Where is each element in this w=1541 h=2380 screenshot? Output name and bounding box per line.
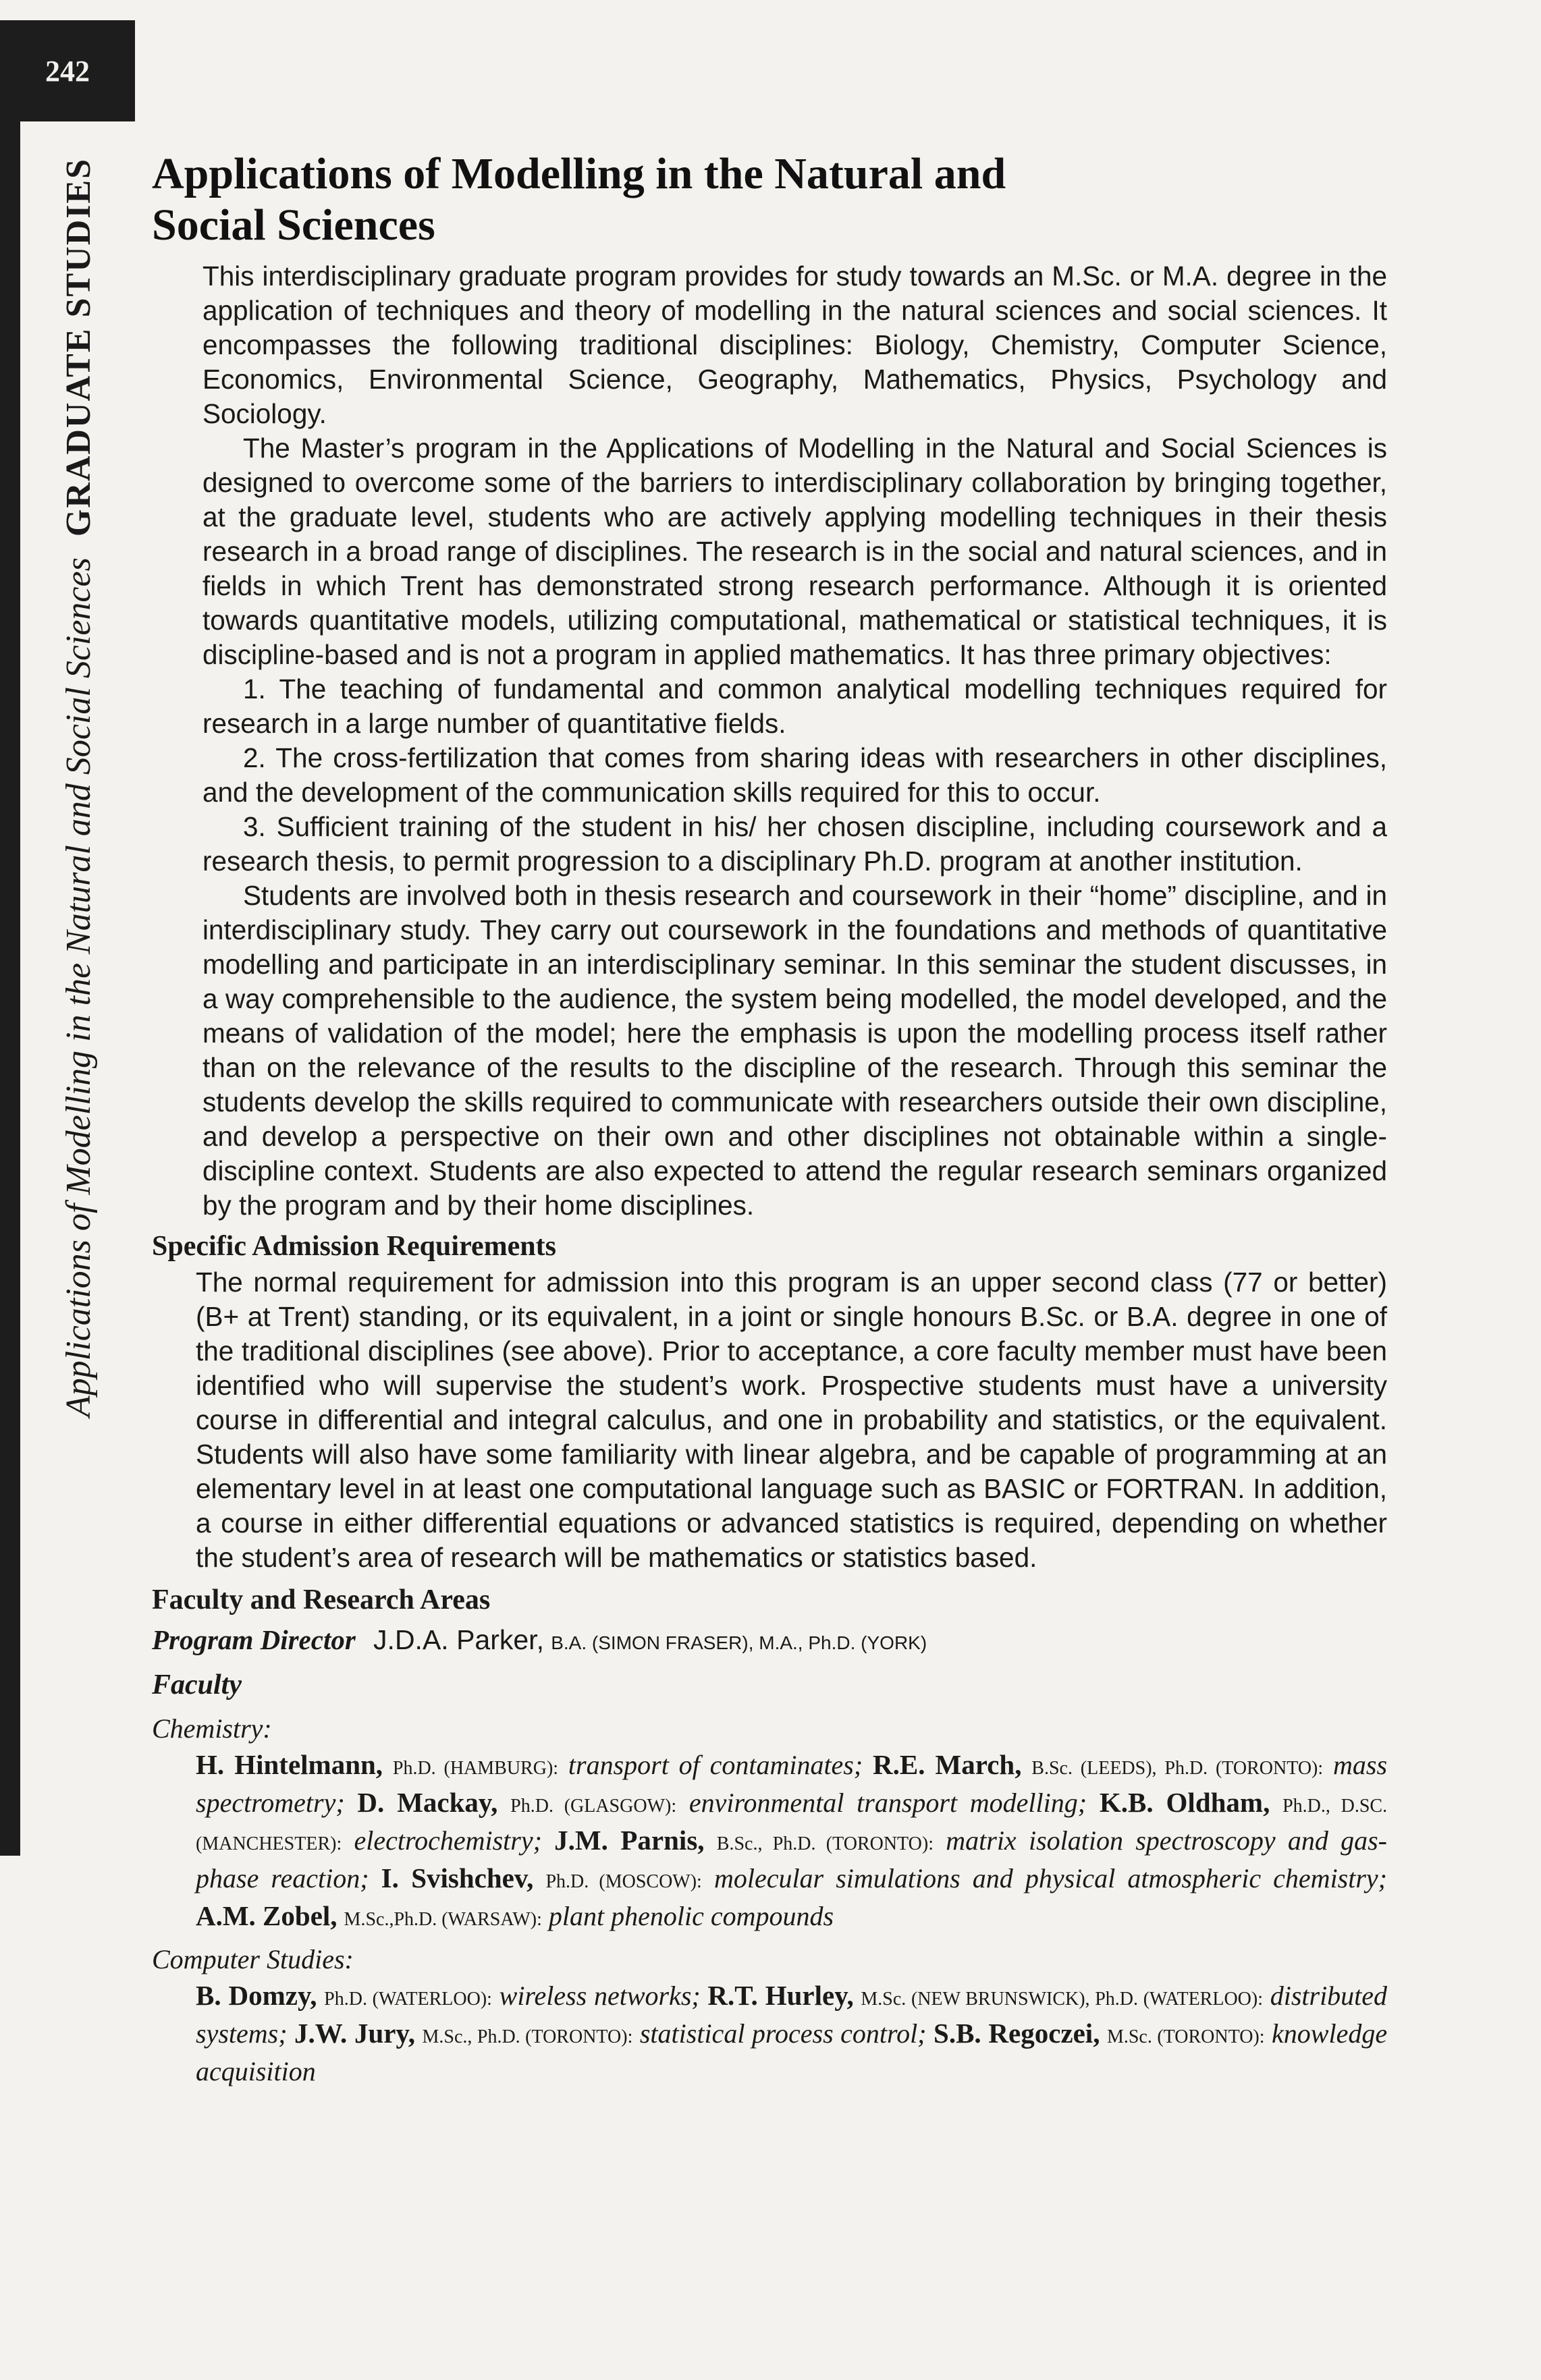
intro-paragraph-2: The Master’s program in the Applications of Modelling in the Natural and Social Sciences is designed to overcome some of the barriers to interdisciplinary collaboration by bringing together, at the graduate level, students who are actively applying modelling techniques in their thesis research in a broad range of disciplines. The research is in the social and natural sciences, and in fields in which Trent has demonstrated strong research performance. Although it is oriented towards quantitative models, utilizing computational, mathematical or statistical techniques, it is discipline-based and is not a program in applied mathematics. It has three primary objectives: — [202, 433, 1387, 670]
program-director — [152, 1619, 1387, 1664]
running-side-title — [49, 148, 109, 1417]
objective-3: 3. Sufficient training of the student in his/ her chosen discipline, including coursework and a research thesis, to permit progression to a disciplinary Ph.D. program at another institution. — [202, 811, 1387, 877]
page-title: Applications of Modelling in the Natural and Social Sciences — [152, 149, 1006, 250]
admission-text: The normal requirement for admission into this program is an upper second class (77 or better) (B+ at Trent) standing, or its equivalent, in a joint or single honours B.Sc. or B.A. degree in one of the traditional disciplines (see above). Prior to acceptance, a core faculty member must have been identified who will supervise the student’s work. Prospective students must have a university course in differential and integral calculus, and one in probability and statistics, or the equivalent. Students will also have some familiarity with linear algebra, and be capable of programming at an elementary level in at least one computational language such as BASIC or FORTRAN. In addition, a course in either differential equations or advanced statistics is required, depending on whether the student’s area of research will be mathematics or statistics based. — [196, 1267, 1387, 1573]
faculty-member: D. Mackay, Ph.D. (GLASGOW): environmental transport modelling; — [357, 1787, 1087, 1818]
intro-section — [202, 259, 1387, 1223]
sidebar-bar — [0, 20, 20, 1856]
faculty-research-heading: Faculty and Research Areas — [152, 1584, 491, 1615]
faculty-member: H. Hintelmann, Ph.D. (HAMBURG): transport of contaminates; — [196, 1749, 863, 1780]
dept-chemistry-label: Chemistry: — [152, 1713, 272, 1744]
objective-2: 2. The cross-fertilization that comes from sharing ideas with researchers in other disciplines, and the development of the communication skills required for this to occur. — [202, 742, 1387, 808]
director-credentials: B.A. (SIMON FRASER), M.A., Ph.D. (YORK) — [551, 1632, 927, 1653]
faculty-member: R.E. March, B.Sc. (LEEDS), Ph.D. (TORONTO): mass spectrometry; — [196, 1749, 1388, 1818]
side-title-book: GRADUATE STUDIES — [59, 157, 98, 537]
faculty-member: A.M. Zobel, M.Sc.,Ph.D. (WARSAW): plant phenolic compounds — [196, 1900, 834, 1931]
intro-paragraph-1: This interdisciplinary graduate program provides for study towards an M.Sc. or M.A. degree in the application of techniques and theory of modelling in the natural sciences and social sciences. It encompasses the following traditional disciplines: Biology, Chemistry, Computer Science, Economics, Environmental Science, Geography, Mathematics, Physics, Psychology and Sociology. — [202, 260, 1387, 429]
page-number: 242 — [45, 54, 90, 88]
page-number-box — [0, 20, 135, 121]
faculty-member: I. Svishchev, Ph.D. (MOSCOW): molecular simulations and physical atmospheric chemistry; — [381, 1862, 1388, 1893]
faculty-member: J.W. Jury, M.Sc., Ph.D. (TORONTO): statistical process control; — [294, 2018, 927, 2049]
objective-1: 1. The teaching of fundamental and common analytical modelling techniques required for research in a large number of quantitative fields. — [202, 673, 1387, 739]
intro-paragraph-3: Students are involved both in thesis research and coursework in their “home” discipline, and in interdisciplinary study. They carry out coursework in the foundations and methods of quantitative modelling and participate in an interdisciplinary seminar. In this seminar the student discusses, in a way comprehensible to the audience, the system being modelled, the model developed, and the means of validation of the model; here the emphasis is upon the modelling process itself rather than on the relevance of the results to the discipline of the research. Through this seminar the students develop the skills required to communicate with researchers outside their own discipline, and develop a perspective on their own and other disciplines not obtainable within a single-discipline context. Students are also expected to attend the regular research seminars organized by the program and by their home disciplines. — [202, 880, 1387, 1221]
chemistry-faculty-list — [196, 1748, 1387, 1937]
faculty-member: K.B. Oldham, Ph.D., D.SC. (MANCHESTER): electrochemistry; — [196, 1787, 1388, 1856]
side-title-section: Applications of Modelling in the Natural and Social Sciences — [59, 557, 98, 1417]
director-label: Program Director — [152, 1624, 356, 1655]
faculty-member: S.B. Regoczei, M.Sc. (TORONTO): knowledge acquisition — [196, 2018, 1388, 2086]
dept-computer-label: Computer Studies: — [152, 1944, 354, 1974]
main-content — [152, 148, 1387, 2088]
faculty-member: J.M. Parnis, B.Sc., Ph.D. (TORONTO): matrix isolation spectroscopy and gas-phase reaction; — [196, 1825, 1387, 1893]
faculty-member: R.T. Hurley, M.Sc. (NEW BRUNSWICK), Ph.D. (WATERLOO): distributed systems; — [196, 1980, 1388, 2049]
faculty-label: Faculty — [152, 1669, 242, 1700]
director-name: J.D.A. Parker, — [373, 1624, 544, 1655]
faculty-member: B. Domzy, Ph.D. (WATERLOO): wireless networks; — [196, 1980, 701, 2011]
computer-faculty-list — [196, 1978, 1387, 2088]
admission-heading: Specific Admission Requirements — [152, 1231, 556, 1262]
